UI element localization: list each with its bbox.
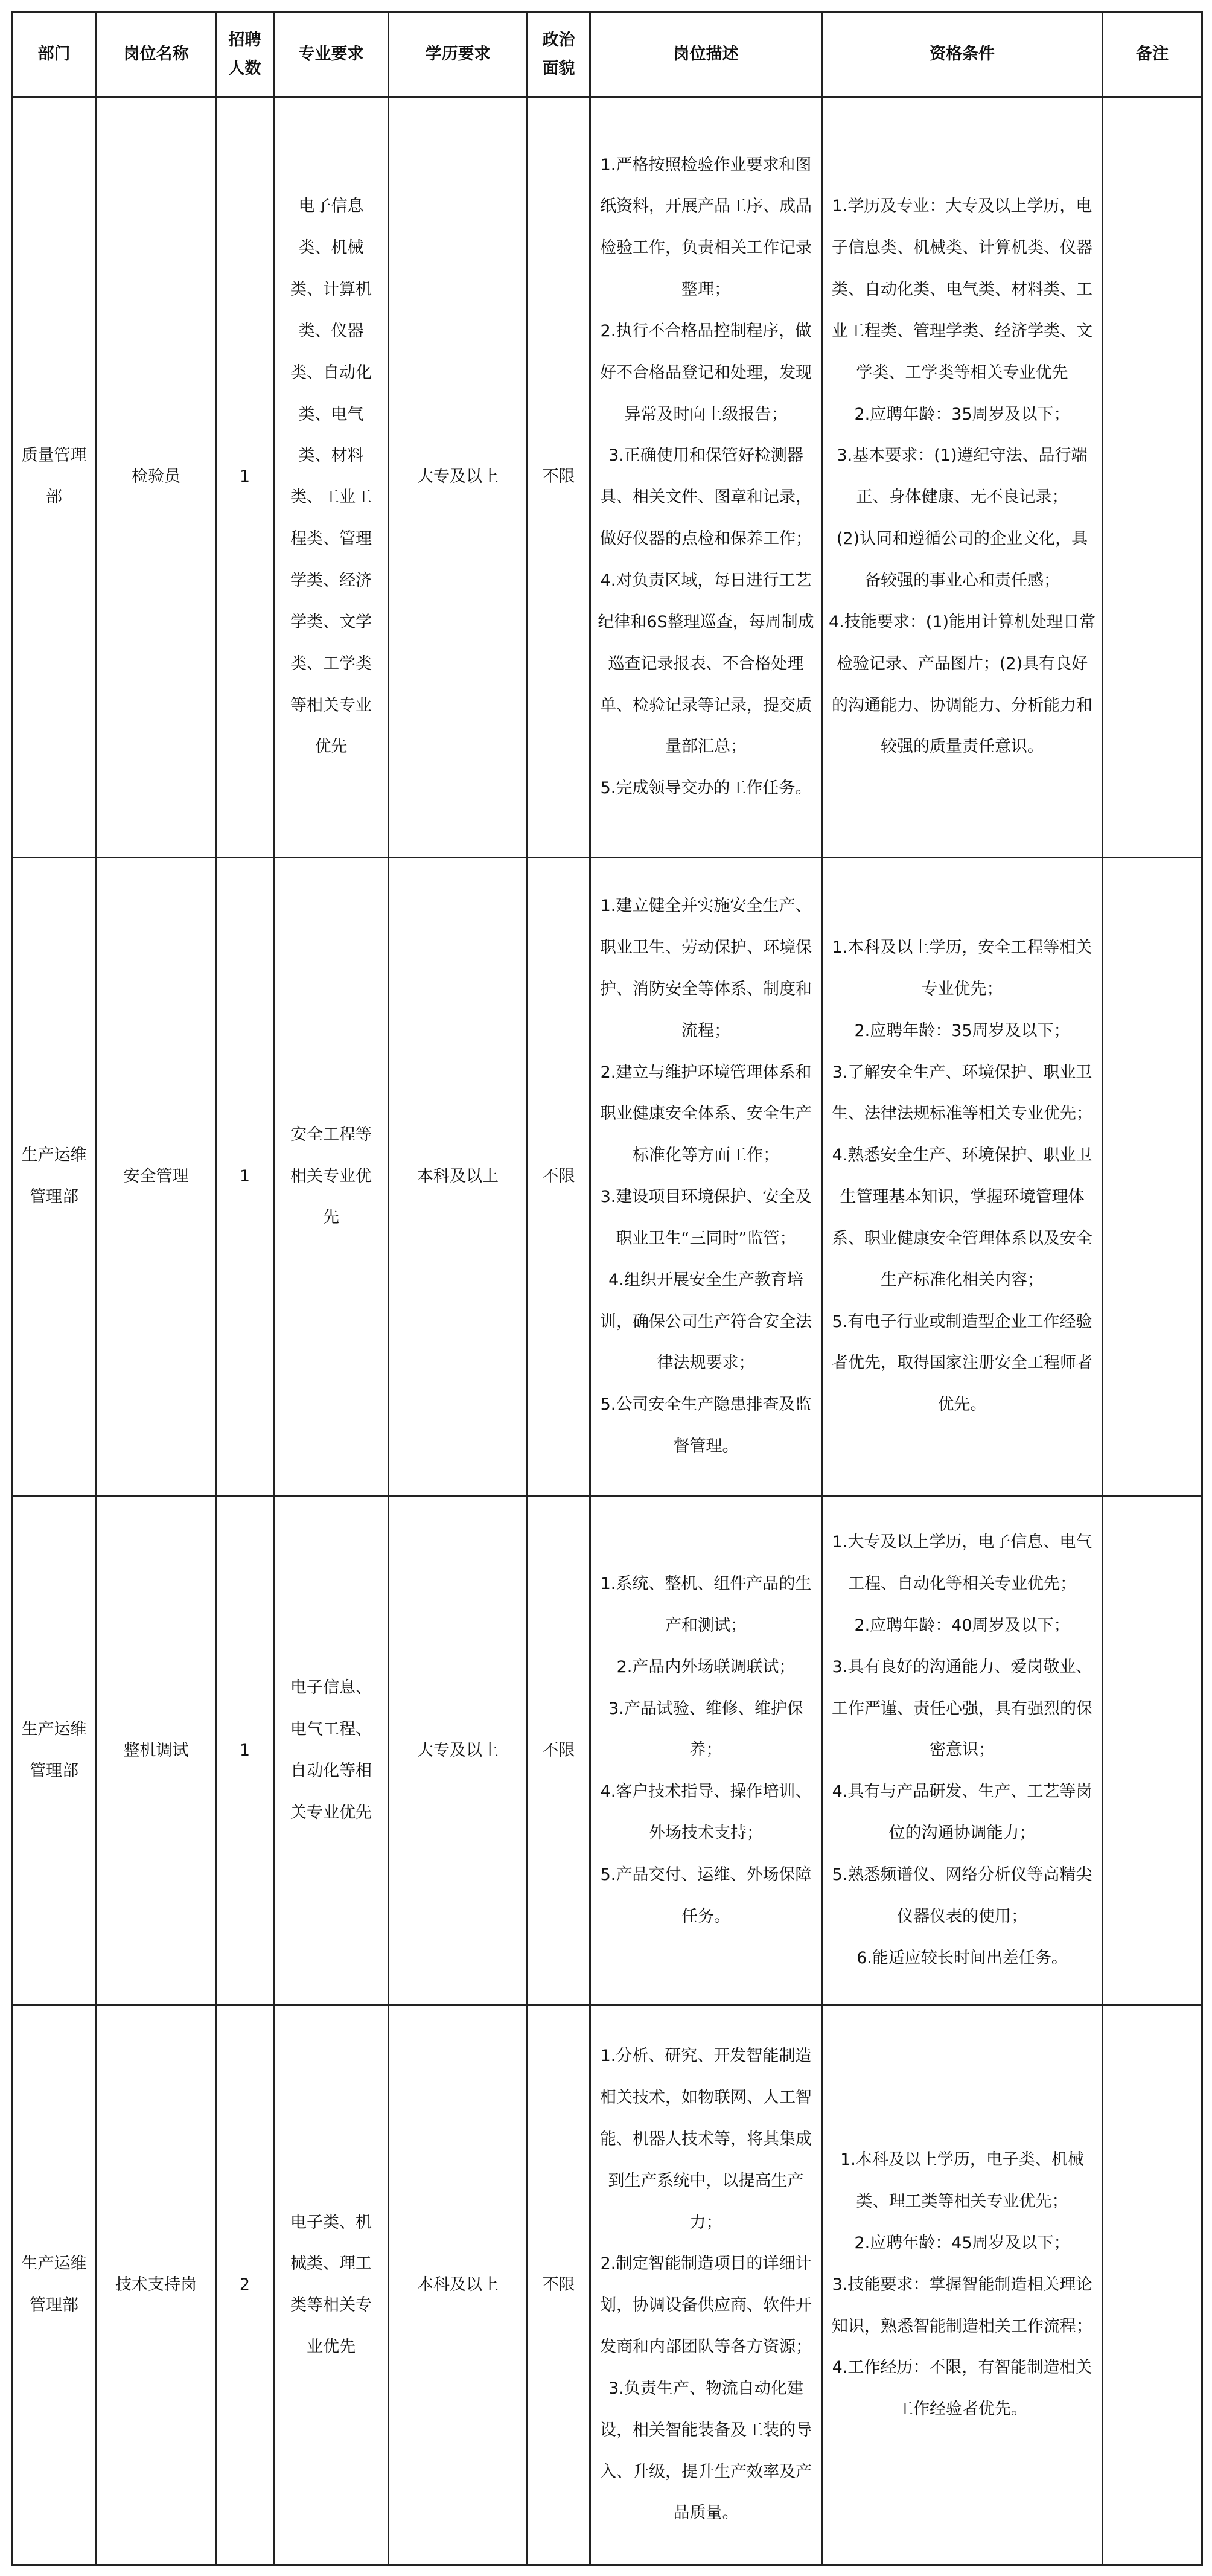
dept-cell: 生产运维管理部 [12,1496,97,2006]
qualification-item: 4.熟悉安全生产、环境保护、职业卫生管理基本知识，掌握环境管理体系、职业健康安全管理体系以及安全生产标准化相关内容； [832,1146,1092,1290]
position-cell: 技术支持岗 [97,2006,216,2565]
header-position: 岗位名称 [97,12,216,97]
header-description: 岗位描述 [590,12,822,97]
description-item: 5.完成领导交办的工作任务。 [600,779,812,798]
political-cell: 不限 [528,2006,590,2565]
description-item: 5.公司安全生产隐患排查及监督管理。 [600,1395,812,1456]
table-row [12,2006,1202,2565]
table-row [12,857,1202,1495]
qualification-item: 3.了解安全生产、环境保护、职业卫生、法律法规标准等相关专业优先； [832,1063,1092,1123]
header-education: 学历要求 [389,12,528,97]
remarks-cell [1103,1496,1202,2006]
description-item: 1.分析、研究、开发智能制造相关技术，如物联网、人工智能、机器人技术等，将其集成到生产系统中，以提高生产力； [600,2047,812,2232]
political-cell: 不限 [528,1496,590,2006]
header-dept: 部门 [12,12,97,97]
description-item: 1.建立健全并实施安全生产、职业卫生、劳动保护、环境保护、消防安全等体系、制度和流程； [600,896,812,1040]
qualification-item: 2.应聘年龄：35周岁及以下； [854,404,1070,424]
dept-cell: 质量管理部 [12,97,97,857]
education-cell: 大专及以上 [389,97,528,857]
description-cell [590,1496,822,2006]
education-cell: 大专及以上 [389,1496,528,2006]
description-item: 3.建设项目环境保护、安全及职业卫生“三同时”监管； [600,1187,812,1248]
table-row [12,97,1202,857]
description-item: 2.执行不合格品控制程序，做好不合格品登记和处理，发现异常及时向上级报告； [600,321,812,424]
recruitment-table [11,11,1203,2566]
header-count: 招聘人数 [216,12,274,97]
major-cell: 电子信息类、机械类、计算机类、仪器类、自动化类、电气类、材料类、工业工程类、管理学类、经济学类、文学类、工学类等相关专业优先 [274,97,389,857]
qualification-item: 1.大专及以上学历，电子信息、电气工程、自动化等相关专业优先； [832,1533,1092,1593]
qualification-item: 4.具有与产品研发、生产、工艺等岗位的沟通协调能力； [832,1782,1092,1843]
description-item: 1.系统、整机、组件产品的生产和测试； [600,1574,812,1635]
remarks-cell [1103,2006,1202,2565]
header-remarks: 备注 [1103,12,1202,97]
qualification-item: 1.学历及专业：大专及以上学历，电子信息类、机械类、计算机类、仪器类、自动化类、电气类、材料类、工业工程类、管理学类、经济学类、文学类、工学类等相关专业优先 [832,197,1092,382]
qualifications-cell [822,2006,1103,2565]
qualification-item: 1.本科及以上学历，安全工程等相关专业优先； [832,938,1092,999]
header-row [12,12,1202,97]
header-political: 政治面貌 [528,12,590,97]
count-cell: 1 [216,857,274,1495]
qualification-item: 2.应聘年龄：45周岁及以下； [854,2233,1070,2252]
major-cell: 电子信息、电气工程、自动化等相关专业优先 [274,1496,389,2006]
description-item: 4.对负责区域，每日进行工艺纪律和6S整理巡查，每周制成巡查记录报表、不合格处理单、检验记录等记录，提交质量部汇总； [598,571,814,756]
qualification-item: 3.技能要求：掌握智能制造相关理论知识，熟悉智能制造相关工作流程； [832,2275,1092,2336]
description-item: 4.客户技术指导、操作培训、外场技术支持； [600,1782,812,1843]
qualifications-cell [822,1496,1103,2006]
description-item: 2.建立与维护环境管理体系和职业健康安全体系、安全生产标准化等方面工作； [600,1063,812,1165]
qualification-item: 3.基本要求：(1)遵纪守法、品行端正、身体健康、无不良记录； [837,446,1088,507]
description-cell [590,857,822,1495]
qualification-item: 1.本科及以上学历，电子类、机械类、理工类等相关专业优先； [840,2150,1084,2211]
qualification-item: 2.应聘年龄：35周岁及以下； [854,1021,1070,1040]
description-item: 3.正确使用和保管好检测器具、相关文件、图章和记录，做好仪器的点检和保养工作； [600,446,812,549]
major-cell: 安全工程等相关专业优先 [274,857,389,1495]
description-item: 2.制定智能制造项目的详细计划，协调设备供应商、软件开发商和内部团队等各方资源； [600,2254,812,2357]
description-item: 3.负责生产、物流自动化建设，相关智能装备及工装的导入、升级，提升生产效率及产品质量。 [600,2379,812,2523]
description-item: 1.严格按照检验作业要求和图纸资料，开展产品工序、成品检验工作，负责相关工作记录整理； [600,155,812,299]
count-cell: 1 [216,97,274,857]
major-cell: 电子类、机械类、理工类等相关专业优先 [274,2006,389,2565]
position-cell: 安全管理 [97,857,216,1495]
qualification-item: 4.工作经历：不限，有智能制造相关工作经验者优先。 [832,2358,1092,2419]
remarks-cell [1103,97,1202,857]
qualification-item: 5.熟悉频谱仪、网络分析仪等高精尖仪器仪表的使用； [832,1865,1092,1926]
political-cell: 不限 [528,97,590,857]
education-cell: 本科及以上 [389,2006,528,2565]
position-cell: 整机调试 [97,1496,216,2006]
description-cell [590,97,822,857]
header-qualifications: 资格条件 [822,12,1103,97]
description-item: 4.组织开展安全生产教育培训，确保公司生产符合安全法律法规要求； [600,1270,812,1373]
header-major: 专业要求 [274,12,389,97]
count-cell: 2 [216,2006,274,2565]
education-cell: 本科及以上 [389,857,528,1495]
position-cell: 检验员 [97,97,216,857]
qualification-item: 3.具有良好的沟通能力、爱岗敬业、工作严谨、责任心强，具有强烈的保密意识； [832,1657,1092,1760]
qualifications-cell [822,857,1103,1495]
qualification-item: 4.技能要求：(1)能用计算机处理日常检验记录、产品图片；(2)具有良好的沟通能力、协调能力、分析能力和较强的质量责任意识。 [829,612,1096,756]
political-cell: 不限 [528,857,590,1495]
qualification-item: (2)认同和遵循公司的企业文化，具备较强的事业心和责任感； [836,529,1088,590]
description-item: 2.产品内外场联调联试； [616,1657,796,1676]
qualification-item: 2.应聘年龄：40周岁及以下； [854,1616,1070,1635]
description-item: 3.产品试验、维修、维护保养； [608,1699,803,1760]
qualification-item: 5.有电子行业或制造型企业工作经验者优先，取得国家注册安全工程师者优先。 [832,1312,1092,1414]
dept-cell: 生产运维管理部 [12,2006,97,2565]
table-row [12,1496,1202,2006]
description-item: 5.产品交付、运维、外场保障任务。 [600,1865,812,1926]
qualification-item: 6.能适应较长时间出差任务。 [856,1948,1068,1967]
qualifications-cell [822,97,1103,857]
dept-cell: 生产运维管理部 [12,857,97,1495]
remarks-cell [1103,857,1202,1495]
count-cell: 1 [216,1496,274,2006]
description-cell [590,2006,822,2565]
